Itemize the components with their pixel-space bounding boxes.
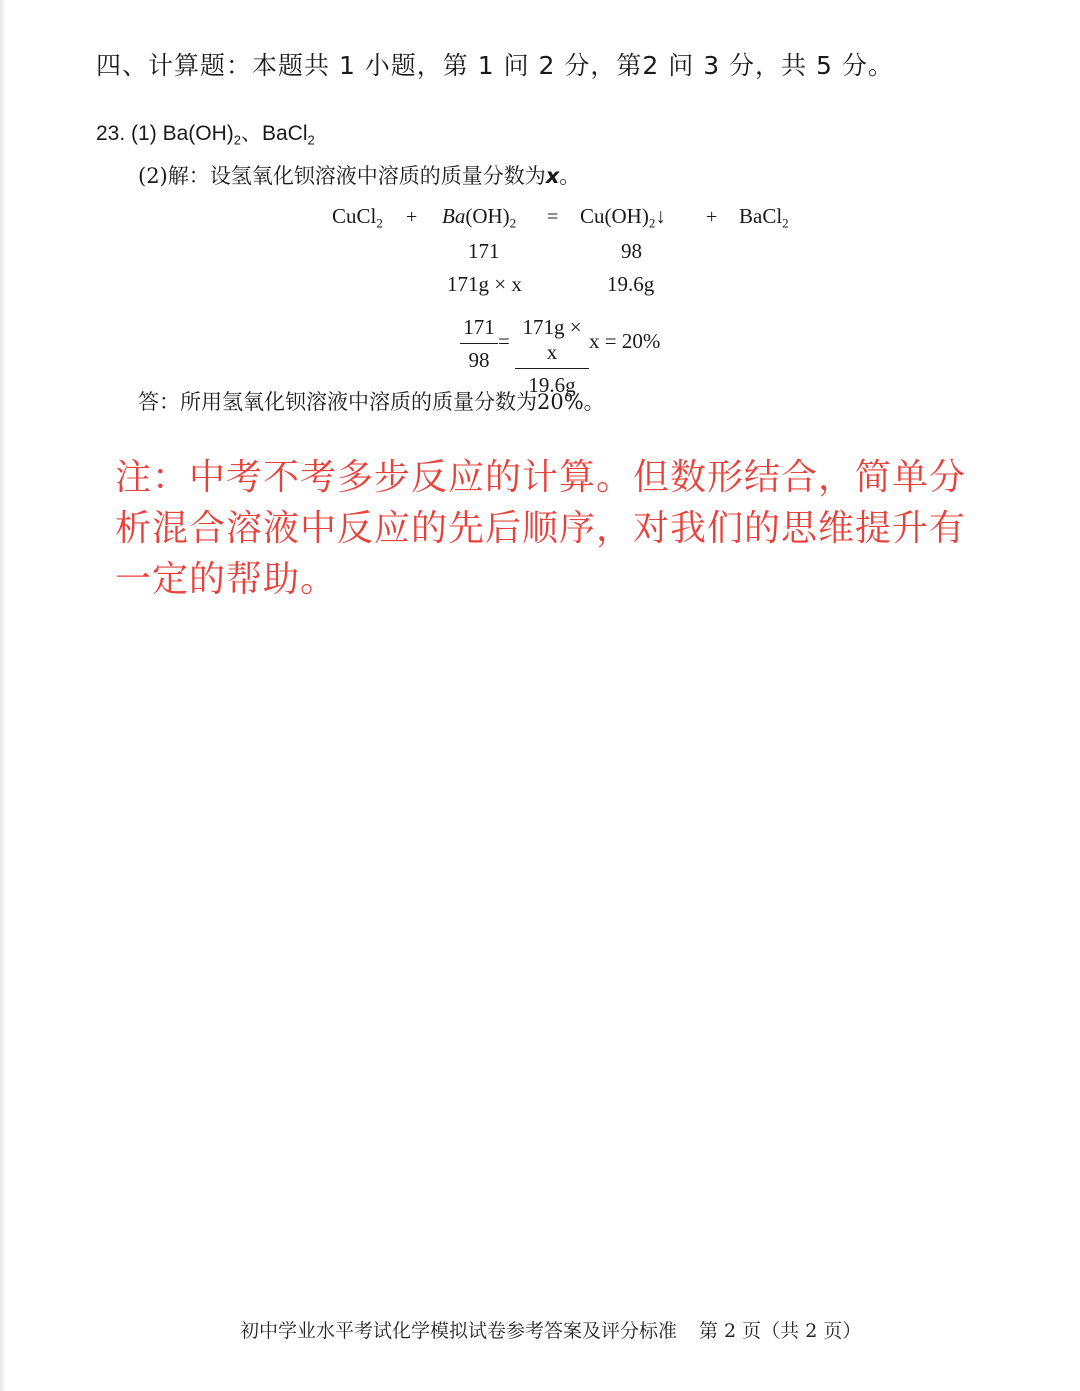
- eq-cucl2: CuCl$_2$: [332, 204, 383, 231]
- red-note: 注：中考不考多步反应的计算。但数形结合，简单分析混合溶液中反应的先后顺序，对我们的思维提升有一定的帮助。: [115, 457, 967, 600]
- question-number: 23.: [96, 122, 126, 145]
- section-title: 四、计算题：本题共 1 小题，第 1 问 2 分，第2 问 3 分，共 5 分。: [96, 51, 894, 80]
- eq-bacl2: BaCl$_2$: [739, 204, 789, 231]
- footer-page-number: 第 2 页（共 2 页）: [699, 1320, 862, 1342]
- page-edge: [0, 0, 6, 1391]
- question-part-1: [96, 117, 315, 147]
- eq-cuoh2: $Cu(OH)_2↓$: [580, 204, 666, 231]
- eq-baoh2: $Ba(OH)_2$: [442, 204, 517, 231]
- part-1-ba: Ba(OH): [162, 122, 234, 145]
- footer-title: 初中学业水平考试化学模拟试卷参考答案及评分标准: [240, 1320, 678, 1342]
- molar-mass-baoh2: 171: [468, 239, 500, 263]
- part-1-label: (1): [131, 122, 157, 145]
- part-1-sep: 、BaCl: [241, 122, 308, 145]
- page-footer: [240, 1316, 861, 1343]
- fraction-1: $\frac{171}{98}$: [460, 315, 498, 373]
- molar-mass-cuoh2: 98: [621, 239, 642, 263]
- mass-cuoh2: 19.6g: [607, 272, 655, 296]
- part-2-prefix: (2)解：设氢氧化钡溶液中溶质的质量分数为: [138, 164, 546, 188]
- question-part-2: [138, 160, 580, 190]
- eq-equals: =: [547, 206, 559, 228]
- fraction-2: $\frac{171g \times x}{19.6g}$: [515, 315, 589, 398]
- subscript: 2: [307, 132, 315, 148]
- part-2-end: 。: [559, 164, 581, 188]
- ratio-result: x = 20%: [589, 329, 661, 353]
- mass-baoh2: 171g × x: [447, 272, 522, 296]
- part-2-var: x: [545, 164, 560, 188]
- eq-plus-2: +: [706, 206, 718, 228]
- answer-line: 答：所用氢氧化钡溶液中溶质的质量分数为20%。: [138, 390, 605, 414]
- eq-plus-1: +: [406, 206, 418, 228]
- ratio-equals: =: [498, 329, 510, 353]
- subscript: 2: [233, 132, 241, 148]
